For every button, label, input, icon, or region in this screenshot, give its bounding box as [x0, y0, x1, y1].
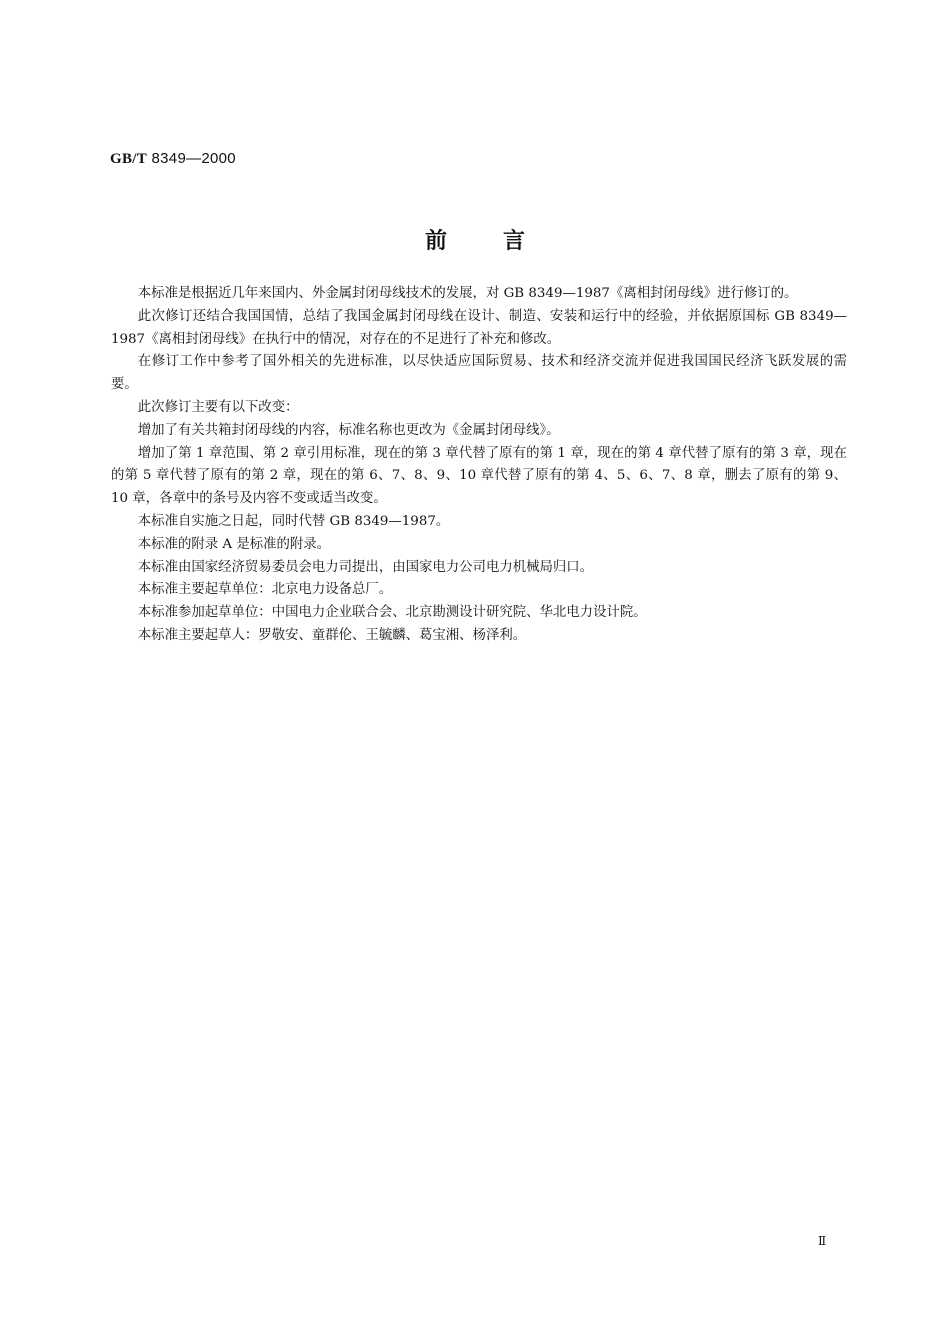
paragraph: 在修订工作中参考了国外相关的先进标准，以尽快适应国际贸易、技术和经济交流并促进我国国民经济飞跃发展的需要。: [111, 354, 847, 393]
paragraph: 此次修订还结合我国国情，总结了我国金属封闭母线在设计、制造、安装和运行中的经验，并依据原国标 GB 8349—1987《离相封闭母线》在执行中的情况，对存在的不足进行了补充和修改。: [111, 308, 847, 347]
foreword-body: [111, 283, 847, 648]
paragraph: 本标准是根据近几年来国内、外金属封闭母线技术的发展，对 GB 8349—1987《离相封闭母线》进行修订的。: [137, 286, 798, 301]
paragraph: 本标准参加起草单位：中国电力企业联合会、北京勘测设计研究院、华北电力设计院。: [137, 605, 647, 621]
page-number: Ⅱ: [818, 1234, 827, 1248]
standard-code-prefix: GB/T: [110, 151, 148, 167]
paragraph: 本标准主要起草人：罗敬安、童群伦、王毓麟、葛宝湘、杨泽利。: [137, 627, 527, 643]
paragraph: 本标准主要起草单位：北京电力设备总厂。: [137, 582, 393, 598]
paragraph: 此次修订主要有以下改变：: [137, 399, 299, 415]
standard-code-number: 8349—2000: [147, 150, 236, 167]
paragraph: 增加了第 1 章范围、第 2 章引用标准，现在的第 3 章代替了原有的第 1 章，现在的第 4 章代替了原有的第 3 章，现在的第 5 章代替了原有的第 2 章，现在的第 6、7、8、9、10 章代替了原有的第 4、5、6、7、8 章，删去了原有的第 9、10 章，各章中的条号及内容不变或适当改变。: [111, 445, 847, 507]
page-title: 前言: [424, 229, 581, 254]
paragraph: 增加了有关共箱封闭母线的内容，标准名称也更改为《金属封闭母线》。: [137, 422, 560, 438]
standard-code: [110, 150, 236, 168]
paragraph: 本标准的附录 A 是标准的附录。: [137, 536, 331, 552]
paragraph: 本标准由国家经济贸易委员会电力司提出，由国家电力公司电力机械局归口。: [137, 559, 594, 575]
paragraph: 本标准自实施之日起，同时代替 GB 8349—1987。: [137, 513, 450, 529]
